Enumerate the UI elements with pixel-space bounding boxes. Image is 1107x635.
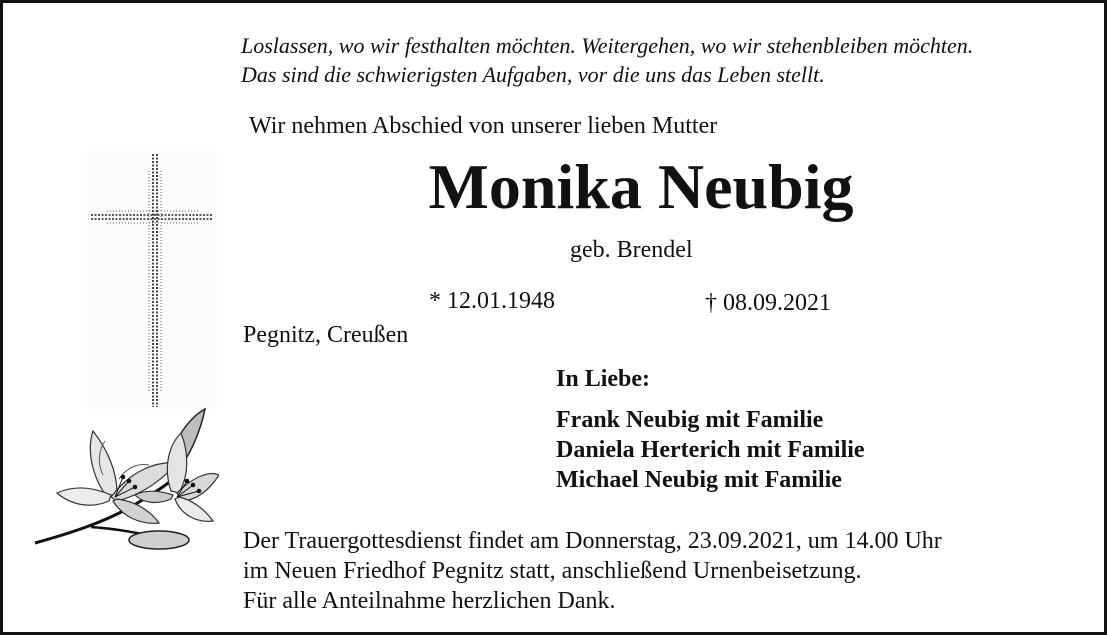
service-info-line-3: Für alle Anteilnahme herzlichen Dank.	[243, 588, 616, 614]
signers-heading: In Liebe:	[556, 366, 651, 392]
place: Pegnitz, Creußen	[243, 322, 409, 348]
signers-list	[556, 405, 865, 495]
deceased-name: Monika Neubig	[428, 151, 854, 222]
cross-icon	[87, 151, 217, 409]
signer-item: Michael Neubig mit Familie	[556, 467, 842, 493]
service-info	[243, 526, 942, 616]
signer-item: Daniela Herterich mit Familie	[556, 437, 865, 463]
quote	[241, 31, 973, 89]
birth-date: * 12.01.1948	[429, 288, 555, 314]
maiden-name: geb. Brendel	[570, 237, 693, 263]
death-date: † 08.09.2021	[705, 290, 831, 316]
service-info-line-2: im Neuen Friedhof Pegnitz statt, anschließend Urnenbeisetzung.	[243, 558, 862, 584]
signer-item: Frank Neubig mit Familie	[556, 407, 824, 433]
quote-line-2: Das sind die schwierigsten Aufgaben, vor die uns das Leben stellt.	[241, 62, 825, 87]
service-info-line-1: Der Trauergottesdienst findet am Donnerstag, 23.09.2021, um 14.00 Uhr	[243, 528, 942, 554]
lily-flower-icon	[31, 405, 219, 555]
intro-text: Wir nehmen Abschied von unserer lieben Mutter	[249, 113, 718, 139]
quote-line-1: Loslassen, wo wir festhalten möchten. Weitergehen, wo wir stehenbleiben möchten.	[241, 33, 974, 58]
